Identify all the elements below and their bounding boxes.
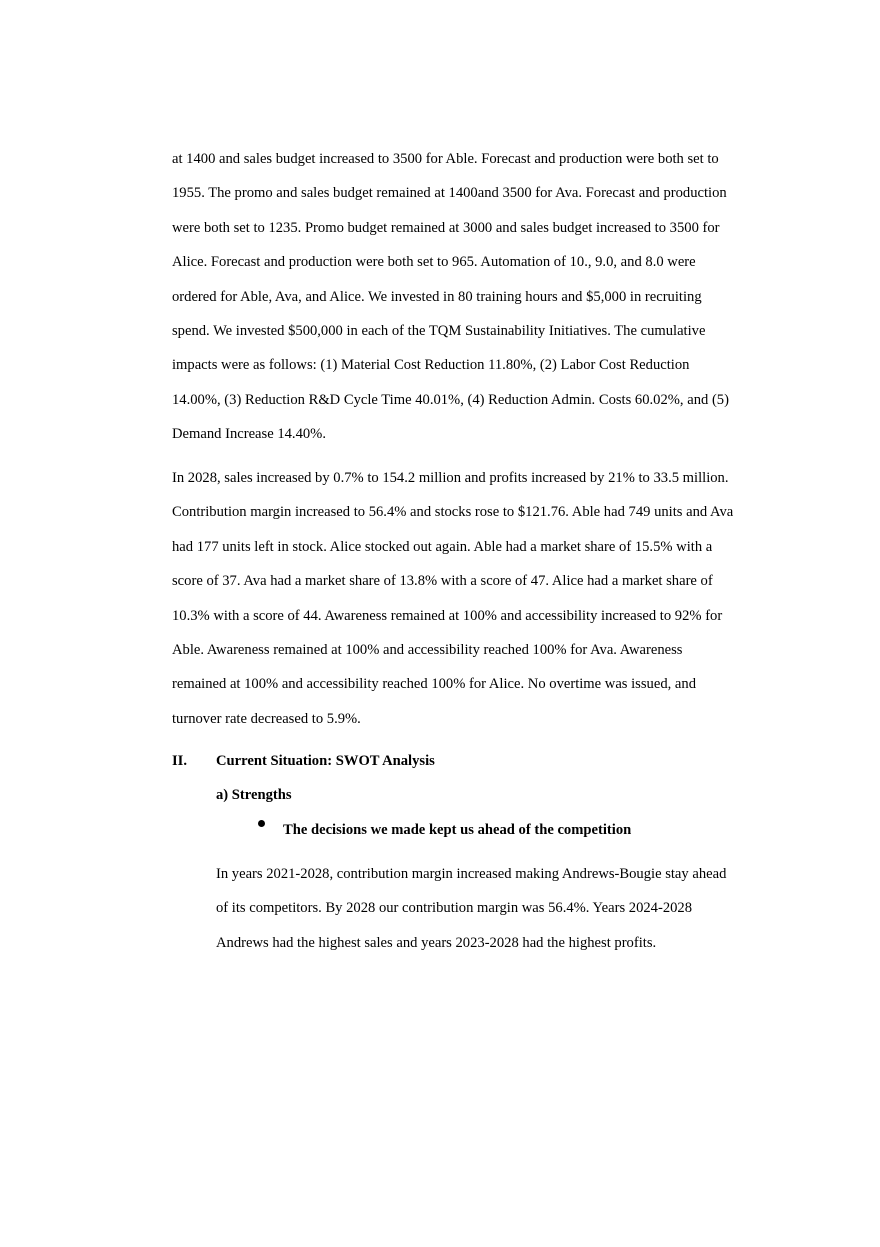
bullet-heading: The decisions we made kept us ahead of the competition [283, 822, 632, 838]
body-paragraph-strengths: In years 2021-2028, contribution margin increased making Andrews-Bougie stay ahead of its competitors. By 2028 our contribution margin was 56.4%. Years 2024-2028 Andrews had the highest sales and years 2023-2028 had the highest profits. [216, 866, 727, 951]
bullet-icon [258, 820, 265, 827]
section-title: Current Situation: SWOT Analysis [216, 753, 435, 769]
subsection-heading: a) Strengths [216, 787, 292, 803]
body-paragraph-decisions: at 1400 and sales budget increased to 3500 for Able. Forecast and production were both set to 1955. The promo and sales budget remained at 1400and 3500 for Ava. Forecast and production were both set to 1235. Promo budget remained at 3000 and sales budget increased to 3500 for Alice. Forecast and production were both set to 965. Automation of 10., 9.0, and 8.0 were ordered for Able, Ava, and Alice. We invested in 80 training hours and $5,000 in recruiting spend. We invested $500,000 in each of the TQM Sustainability Initiatives. The cumulative impacts were as follows: (1) Material Cost Reduction 11.80%, (2) Labor Cost Reduction 14.00%, (3) Reduction R&D Cycle Time 40.01%, (4) Reduction Admin. Costs 60.02%, and (5) Demand Increase 14.40%. [172, 151, 729, 443]
section-number: II. [172, 753, 188, 769]
body-paragraph-2028-results: In 2028, sales increased by 0.7% to 154.2 million and profits increased by 21% to 33.5 million. Contribution margin increased to 56.4% and stocks rose to $121.76. Able had 749 units and Ava had 177 units left in stock. Alice stocked out again. Able had a market share of 15.5% with a score of 37. Ava had a market share of 13.8% with a score of 47. Alice had a market share of 10.3% with a score of 44. Awareness remained at 100% and accessibility increased to 92% for Able. Awareness remained at 100% and accessibility reached 100% for Ava. Awareness remained at 100% and accessibility reached 100% for Alice. No overtime was issued, and turnover rate decreased to 5.9%. [172, 470, 734, 727]
